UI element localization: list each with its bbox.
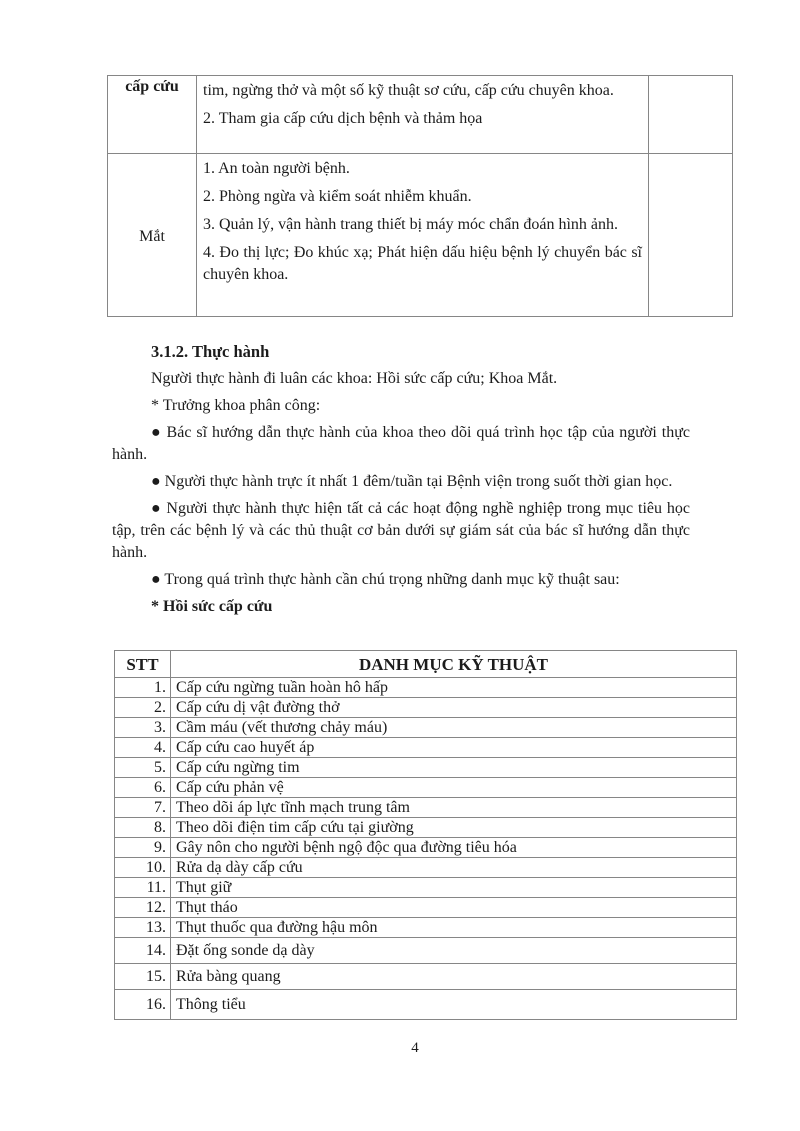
technique-cell: Đặt ống sonde dạ dày <box>171 938 737 964</box>
stt-cell: 9. <box>115 838 171 858</box>
table-row <box>115 964 737 990</box>
stt-cell: 1. <box>115 678 171 698</box>
bullet-paragraph: ● Trong quá trình thực hành cần chú trọng những danh mục kỹ thuật sau: <box>151 571 620 588</box>
stt-cell: 15. <box>115 964 171 990</box>
technique-cell: Thụt giữ <box>171 878 737 898</box>
bullet-paragraph: ● Người thực hành trực ít nhất 1 đêm/tuần tại Bệnh viện trong suốt thời gian học. <box>151 473 673 490</box>
competency-item: 1. An toàn người bệnh. <box>203 160 350 177</box>
table-row <box>115 698 737 718</box>
technique-cell: Cầm máu (vết thương chảy máu) <box>171 718 737 738</box>
technique-cell: Thụt tháo <box>171 898 737 918</box>
technique-cell: Cấp cứu ngừng tim <box>171 758 737 778</box>
competency-item: tim, ngừng thở và một số kỹ thuật sơ cứu, cấp cứu chuyên khoa. <box>203 82 614 99</box>
stt-cell: 16. <box>115 990 171 1020</box>
table-row <box>115 718 737 738</box>
row-label-cap-cuu: cấp cứu <box>108 76 197 154</box>
technique-cell: Cấp cứu phản vệ <box>171 778 737 798</box>
table-row <box>115 838 737 858</box>
table-row <box>108 154 733 317</box>
competency-item: 2. Tham gia cấp cứu dịch bệnh và thảm họa <box>203 110 483 127</box>
stt-cell: 12. <box>115 898 171 918</box>
table-row <box>115 798 737 818</box>
section-3-1-2 <box>112 341 690 623</box>
technique-cell: Cấp cứu cao huyết áp <box>171 738 737 758</box>
competency-cell <box>197 76 649 154</box>
page-number: 4 <box>411 1040 419 1056</box>
stt-cell: 13. <box>115 918 171 938</box>
row-label-mat: Mắt <box>108 154 197 317</box>
column-header-stt: STT <box>115 651 171 678</box>
stt-cell: 8. <box>115 818 171 838</box>
table-header-row <box>115 651 737 678</box>
table-row <box>115 990 737 1020</box>
stt-cell: 3. <box>115 718 171 738</box>
technique-cell: Rửa bàng quang <box>171 964 737 990</box>
competency-item: 3. Quản lý, vận hành trang thiết bị máy móc chẩn đoán hình ảnh. <box>203 216 619 233</box>
technique-cell: Rửa dạ dày cấp cứu <box>171 858 737 878</box>
paragraph: Người thực hành đi luân các khoa: Hồi sức cấp cứu; Khoa Mắt. <box>151 370 558 387</box>
technique-table <box>114 650 737 1020</box>
technique-cell: Thụt thuốc qua đường hậu môn <box>171 918 737 938</box>
table-row <box>115 938 737 964</box>
stt-cell: 4. <box>115 738 171 758</box>
table-row <box>115 778 737 798</box>
stt-cell: 10. <box>115 858 171 878</box>
stt-cell: 14. <box>115 938 171 964</box>
table-row <box>115 758 737 778</box>
technique-cell: Theo dõi điện tim cấp cứu tại giường <box>171 818 737 838</box>
technique-cell: Cấp cứu dị vật đường thở <box>171 698 737 718</box>
competency-table <box>107 75 733 317</box>
section-subheading: * Hồi sức cấp cứu <box>151 598 273 615</box>
stt-cell: 7. <box>115 798 171 818</box>
table-row <box>115 678 737 698</box>
section-heading: 3.1.2. Thực hành <box>151 342 270 361</box>
column-header-name: DANH MỤC KỸ THUẬT <box>171 651 737 678</box>
technique-cell: Gây nôn cho người bệnh ngộ độc qua đường tiêu hóa <box>171 838 737 858</box>
stt-cell: 2. <box>115 698 171 718</box>
stt-cell: 6. <box>115 778 171 798</box>
competency-cell <box>197 154 649 317</box>
technique-cell: Thông tiểu <box>171 990 737 1020</box>
competency-item: 2. Phòng ngừa và kiểm soát nhiễm khuẩn. <box>203 188 472 205</box>
table-row <box>115 818 737 838</box>
bullet-paragraph: ● Bác sĩ hướng dẫn thực hành của khoa theo dõi quá trình học tập của người thực hành. <box>112 424 690 463</box>
paragraph: * Trưởng khoa phân công: <box>151 397 321 414</box>
empty-cell <box>649 76 733 154</box>
bullet-paragraph: ● Người thực hành thực hiện tất cả các hoạt động nghề nghiệp trong mục tiêu học tập, trên các bệnh lý và các thủ thuật cơ bản dưới sự giám sát của bác sĩ hướng dẫn thực hành. <box>112 500 690 561</box>
table-row <box>115 738 737 758</box>
empty-cell <box>649 154 733 317</box>
technique-cell: Cấp cứu ngừng tuần hoàn hô hấp <box>171 678 737 698</box>
table-row <box>108 76 733 154</box>
table-row <box>115 878 737 898</box>
stt-cell: 11. <box>115 878 171 898</box>
stt-cell: 5. <box>115 758 171 778</box>
competency-item: 4. Đo thị lực; Đo khúc xạ; Phát hiện dấu hiệu bệnh lý chuyển bác sĩ chuyên khoa. <box>203 244 642 283</box>
table-row <box>115 898 737 918</box>
table-row <box>115 858 737 878</box>
table-row <box>115 918 737 938</box>
technique-cell: Theo dõi áp lực tĩnh mạch trung tâm <box>171 798 737 818</box>
